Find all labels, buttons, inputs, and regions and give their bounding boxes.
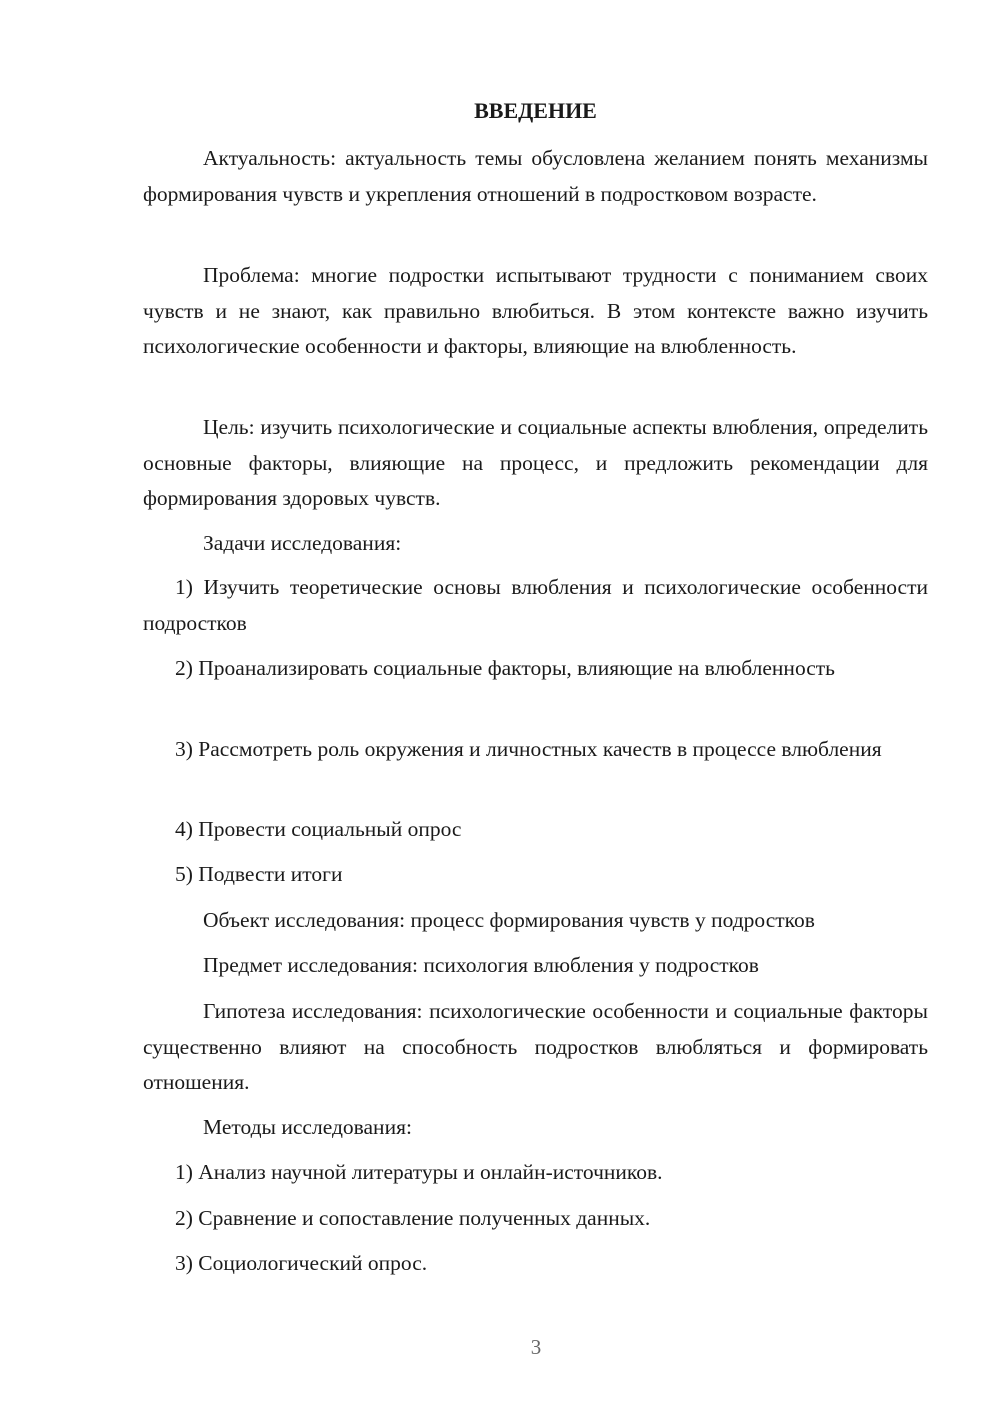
paragraph-hypothesis: Гипотеза исследования: психологические особенности и социальные факторы существенно влияют на способность подростков влюбляться и формировать отношения. — [143, 999, 928, 1094]
paragraph-object: Объект исследования: процесс формирования чувств у подростков — [203, 908, 815, 932]
paragraph-tasks-heading: Задачи исследования: — [203, 531, 402, 555]
paragraph-relevance: Актуальность: актуальность темы обусловлена желанием понять механизмы формирования чувств и укрепления отношений в подростковом возрасте. — [143, 146, 928, 206]
list-item-task-5: 5) Подвести итоги — [175, 862, 343, 886]
paragraph-problem: Проблема: многие подростки испытывают трудности с пониманием своих чувств и не знают, как правильно влюбиться. В этом контексте важно изучить психологические особенности и факторы, влияющие на влюбленность. — [143, 263, 928, 358]
list-item-method-2: 2) Сравнение и сопоставление полученных данных. — [175, 1206, 651, 1230]
list-item-task-3: 3) Рассмотреть роль окружения и личностных качеств в процессе влюбления — [175, 737, 882, 761]
list-item-task-4: 4) Провести социальный опрос — [175, 817, 462, 841]
list-item-task-2: 2) Проанализировать социальные факторы, влияющие на влюбленность — [175, 656, 835, 680]
list-item-task-1: 1) Изучить теоретические основы влюбления и психологические особенности подростков — [143, 575, 928, 635]
page-title: ВВЕДЕНИЕ — [474, 98, 597, 123]
paragraph-subject: Предмет исследования: психология влюбления у подростков — [203, 953, 759, 977]
list-item-method-3: 3) Социологический опрос. — [175, 1251, 428, 1275]
list-item-method-1: 1) Анализ научной литературы и онлайн-источников. — [175, 1160, 663, 1184]
paragraph-goal: Цель: изучить психологические и социальные аспекты влюбления, определить основные факторы, влияющие на процесс, и предложить рекомендации для формирования здоровых чувств. — [143, 415, 928, 510]
page-number: 3 — [530, 1335, 542, 1359]
paragraph-methods-heading: Методы исследования: — [203, 1115, 412, 1139]
